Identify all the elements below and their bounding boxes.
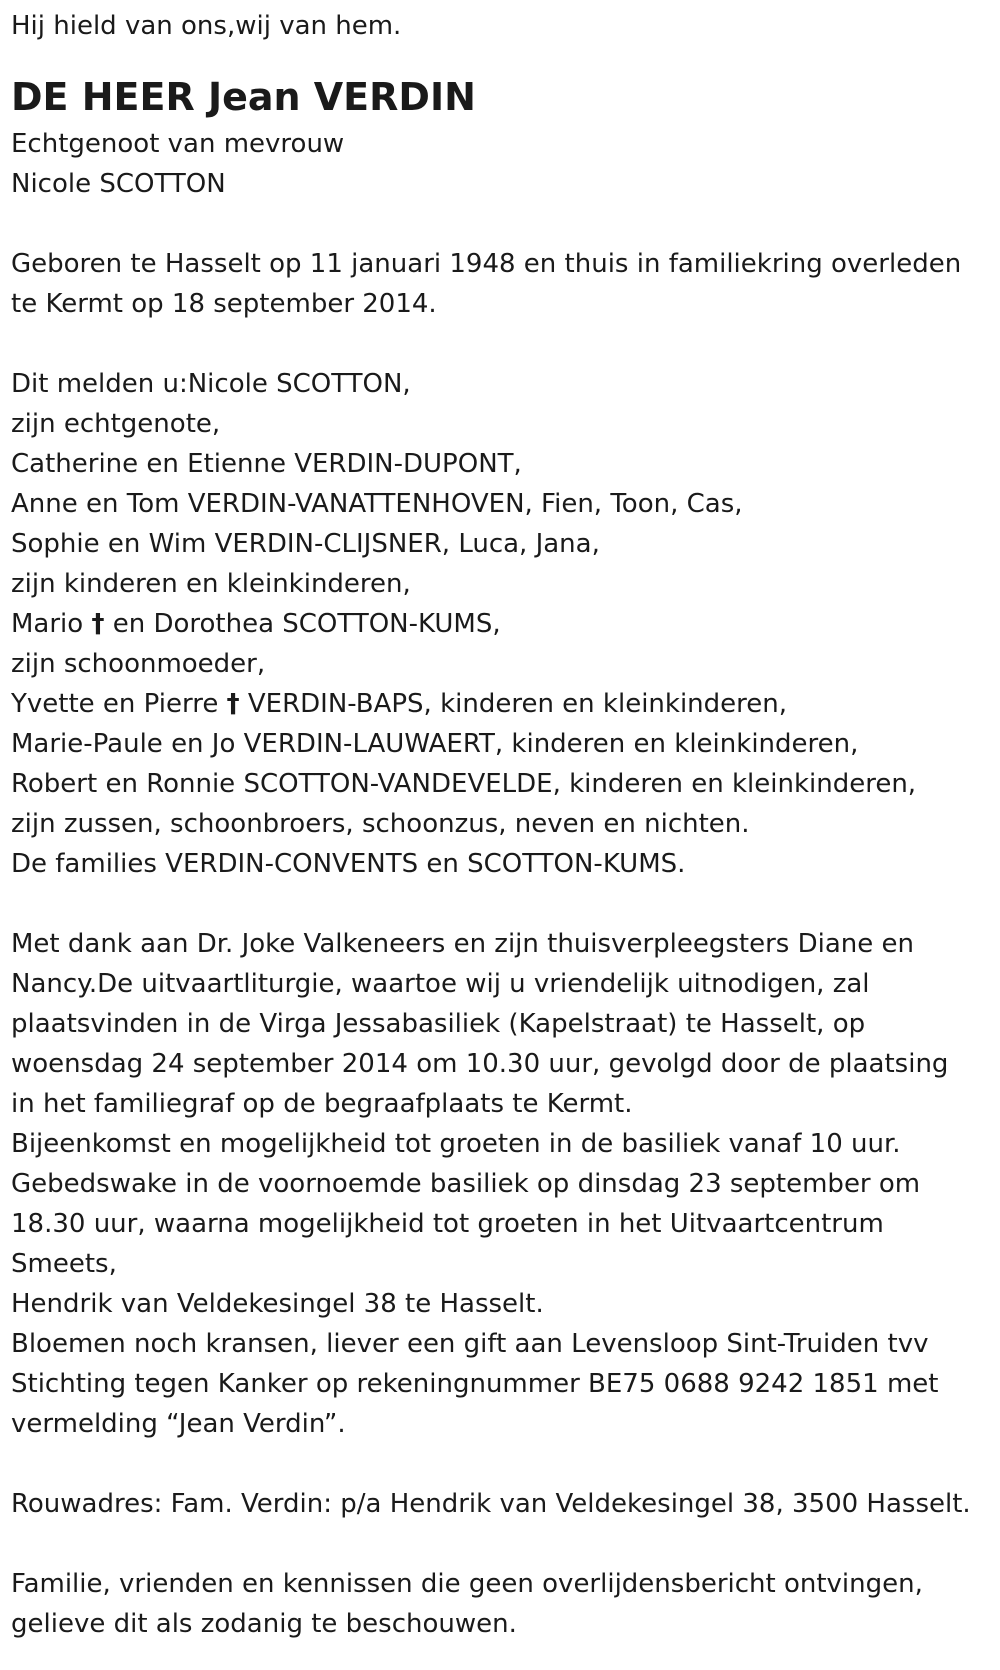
family-line: zijn zussen, schoonbroers, schoonzus, neven en nichten. bbox=[11, 809, 750, 839]
family-line: Sophie en Wim VERDIN-CLIJSNER, Luca, Jana, bbox=[11, 529, 600, 559]
family-line-mario bbox=[11, 604, 986, 644]
closing-line: Familie, vrienden en kennissen die geen overlijdensbericht ontvingen, bbox=[11, 1569, 923, 1599]
birth-death-line: te Kermt op 18 september 2014. bbox=[11, 289, 437, 319]
paragraph-gap bbox=[11, 324, 986, 364]
funeral-line: Smeets, bbox=[11, 1249, 117, 1279]
family-text: en Dorothea SCOTTON-KUMS, bbox=[104, 609, 501, 639]
family-text: Mario bbox=[11, 609, 92, 639]
spouse-line: Echtgenoot van mevrouw bbox=[11, 129, 345, 159]
family-line: Anne en Tom VERDIN-VANATTENHOVEN, Fien, Toon, Cas, bbox=[11, 489, 743, 519]
announcement-intro: Dit melden u:Nicole SCOTTON, bbox=[11, 369, 411, 399]
paragraph-gap bbox=[11, 1444, 986, 1484]
family-line: zijn echtgenote, bbox=[11, 409, 221, 439]
mourning-address: Rouwadres: Fam. Verdin: p/a Hendrik van Veldekesingel 38, 3500 Hasselt. bbox=[11, 1489, 971, 1519]
deceased-title: DE HEER Jean VERDIN bbox=[11, 75, 476, 119]
funeral-line: Bloemen noch kransen, liever een gift aan Levensloop Sint-Truiden tvv bbox=[11, 1329, 929, 1359]
funeral-line: Stichting tegen Kanker op rekeningnummer BE75 0688 9242 1851 met bbox=[11, 1369, 939, 1399]
family-line: Marie-Paule en Jo VERDIN-LAUWAERT, kinderen en kleinkinderen, bbox=[11, 729, 859, 759]
family-text: VERDIN-BAPS, kinderen en kleinkinderen, bbox=[239, 689, 788, 719]
funeral-line: Hendrik van Veldekesingel 38 te Hasselt. bbox=[11, 1289, 544, 1319]
family-line: zijn kinderen en kleinkinderen, bbox=[11, 569, 411, 599]
paragraph-gap bbox=[11, 204, 986, 244]
funeral-line: Met dank aan Dr. Joke Valkeneers en zijn thuisverpleegsters Diane en bbox=[11, 929, 914, 959]
funeral-line: plaatsvinden in de Virga Jessabasiliek (Kapelstraat) te Hasselt, op bbox=[11, 1009, 866, 1039]
closing-line: gelieve dit als zodanig te beschouwen. bbox=[11, 1609, 517, 1639]
motto: Hij hield van ons,wij van hem. bbox=[11, 11, 402, 41]
funeral-line: Nancy.De uitvaartliturgie, waartoe wij u vriendelijk uitnodigen, zal bbox=[11, 969, 870, 999]
funeral-line: Gebedswake in de voornoemde basiliek op dinsdag 23 september om bbox=[11, 1169, 921, 1199]
spouse-name: Nicole SCOTTON bbox=[11, 169, 226, 199]
paragraph-gap bbox=[11, 1524, 986, 1564]
funeral-line: vermelding “Jean Verdin”. bbox=[11, 1409, 346, 1439]
family-line: De families VERDIN-CONVENTS en SCOTTON-KUMS. bbox=[11, 849, 686, 879]
family-text: Yvette en Pierre bbox=[11, 689, 227, 719]
funeral-line: 18.30 uur, waarna mogelijkheid tot groeten in het Uitvaartcentrum bbox=[11, 1209, 884, 1239]
funeral-line: Bijeenkomst en mogelijkheid tot groeten in de basiliek vanaf 10 uur. bbox=[11, 1129, 901, 1159]
paragraph-gap bbox=[11, 884, 986, 924]
family-line: zijn schoonmoeder, bbox=[11, 649, 266, 679]
family-line: Robert en Ronnie SCOTTON-VANDEVELDE, kinderen en kleinkinderen, bbox=[11, 769, 917, 799]
funeral-line: in het familiegraf op de begraafplaats te Kermt. bbox=[11, 1089, 633, 1119]
deceased-cross-icon: † bbox=[226, 689, 240, 719]
funeral-line: woensdag 24 september 2014 om 10.30 uur, gevolgd door de plaatsing bbox=[11, 1049, 949, 1079]
deceased-cross-icon: † bbox=[91, 609, 105, 639]
family-line-yvette bbox=[11, 684, 986, 724]
birth-death-line: Geboren te Hasselt op 11 januari 1948 en thuis in familiekring overleden bbox=[11, 249, 962, 279]
family-line: Catherine en Etienne VERDIN-DUPONT, bbox=[11, 449, 522, 479]
